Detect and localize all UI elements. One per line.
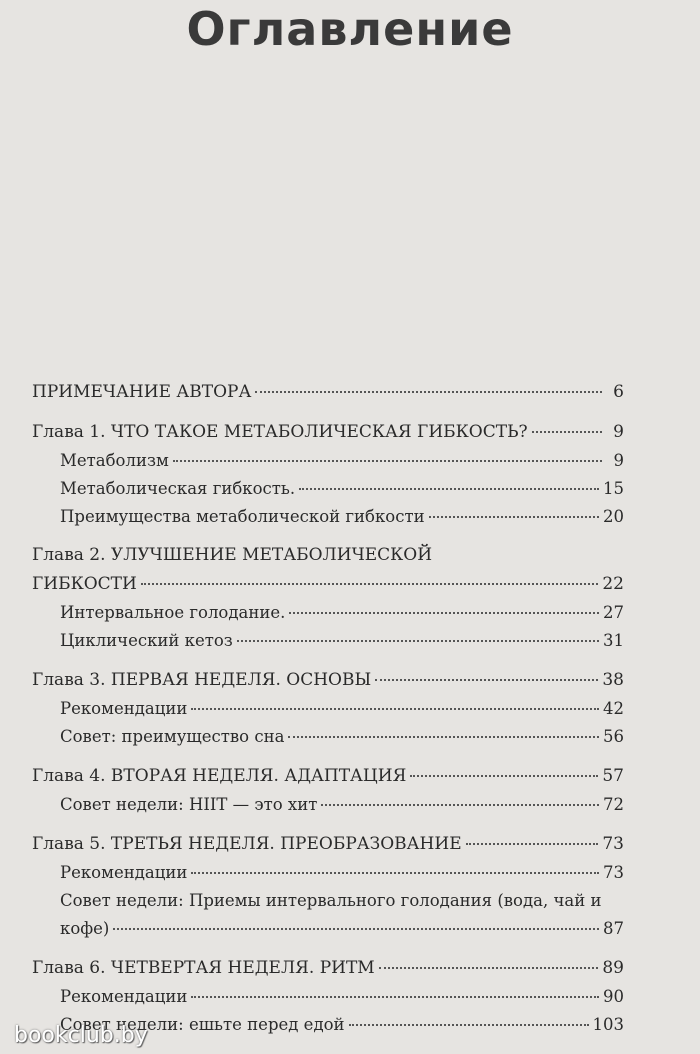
toc-entry-label: Глава 6. ЧЕТВЕРТАЯ НЕДЕЛЯ. РИТМ (32, 958, 375, 978)
toc-entry-page: 57 (602, 766, 624, 786)
toc-entry-page: 38 (602, 670, 624, 690)
toc-entry-page: 72 (603, 795, 624, 814)
toc-entry-page: 9 (613, 451, 624, 470)
toc-subentry (32, 723, 624, 751)
dot-leader (289, 611, 599, 614)
toc-subentry (32, 475, 624, 503)
toc-entry-page: 89 (602, 958, 624, 978)
toc-subentry (32, 447, 624, 475)
toc-subentry (32, 503, 624, 531)
dot-leader (255, 390, 602, 393)
dot-leader (141, 582, 599, 585)
toc-entry-page: 27 (603, 603, 624, 622)
toc-entry-label: ПРИМЕЧАНИЕ АВТОРА (32, 382, 252, 402)
toc-subentry-title-line: Совет недели: Приемы интервального голодания (вода, чай и (60, 891, 602, 910)
dot-leader (321, 803, 599, 806)
toc-subentry (32, 983, 624, 1011)
dot-leader (191, 871, 599, 874)
toc-entry-label: ГИБКОСТИ (32, 574, 137, 594)
toc-entry-label: Метаболизм (60, 451, 169, 470)
dot-leader (299, 487, 599, 490)
toc-chapter (32, 665, 624, 695)
toc-entry-label: Глава 4. ВТОРАЯ НЕДЕЛЯ. АДАПТАЦИЯ (32, 766, 407, 786)
toc-entry-page: 9 (613, 422, 624, 442)
toc-chapter-title-line: Глава 2. УЛУЧШЕНИЕ МЕТАБОЛИЧЕСКОЙ (32, 545, 433, 565)
dot-leader (191, 995, 599, 998)
toc-subentry (32, 627, 624, 655)
toc-subentry (32, 791, 624, 819)
toc-entry-label: Глава 3. ПЕРВАЯ НЕДЕЛЯ. ОСНОВЫ (32, 670, 372, 690)
toc-entry-label: кофе) (60, 919, 110, 938)
toc-chapter (32, 953, 624, 983)
dot-leader (532, 430, 602, 433)
toc-entry-label: Рекомендации (60, 699, 188, 718)
toc-entry-page: 6 (613, 382, 624, 402)
toc-subentry (32, 915, 624, 943)
toc-entry-label: Метаболическая гибкость. (60, 479, 296, 498)
toc-subentry (32, 599, 624, 627)
toc-subentry (32, 859, 624, 887)
page-title: Оглавление (186, 2, 514, 56)
watermark: bookclub.by (14, 1023, 148, 1048)
toc-entry-page: 20 (603, 507, 624, 526)
toc-entry-label: Интервальное голодание. (60, 603, 286, 622)
toc-chapter (32, 569, 624, 599)
toc-entry-page: 87 (603, 919, 624, 938)
toc-entry-label: Глава 5. ТРЕТЬЯ НЕДЕЛЯ. ПРЕОБРАЗОВАНИЕ (32, 834, 462, 854)
dot-leader (379, 966, 599, 969)
toc-entry-label: Циклический кетоз (60, 631, 233, 650)
toc-entry-page: 15 (603, 479, 624, 498)
dot-leader (375, 678, 598, 681)
toc-entry-label: Рекомендации (60, 987, 188, 1006)
toc-entry-page: 73 (602, 834, 624, 854)
toc-entry-page: 31 (603, 631, 624, 650)
dot-leader (349, 1023, 589, 1026)
dot-leader (410, 774, 598, 777)
dot-leader (288, 735, 599, 738)
dot-leader (113, 927, 599, 930)
toc-entry-label: Рекомендации (60, 863, 188, 882)
toc-entry-page: 90 (603, 987, 624, 1006)
toc-chapter (32, 761, 624, 791)
toc-entry-label: Совет: преимущество сна (60, 727, 285, 746)
table-of-contents (32, 377, 624, 1039)
toc-entry-label: Преимущества метаболической гибкости (60, 507, 425, 526)
toc-entry-page: 56 (603, 727, 624, 746)
dot-leader (237, 639, 599, 642)
dot-leader (429, 515, 599, 518)
toc-entry-label: Глава 1. ЧТО ТАКОЕ МЕТАБОЛИЧЕСКАЯ ГИБКОСТЬ? (32, 422, 528, 442)
toc-entry (32, 377, 624, 407)
toc-entry-page: 22 (602, 574, 624, 594)
dot-leader (173, 459, 602, 462)
dot-leader (191, 707, 599, 710)
toc-chapter (32, 417, 624, 447)
toc-entry-label: Совет недели: HIIT — это хит (60, 795, 318, 814)
toc-entry-page: 103 (592, 1015, 624, 1034)
toc-entry-label: Совет недели: ешьте перед едой (60, 1015, 345, 1034)
toc-entry-page: 73 (603, 863, 624, 882)
toc-entry-page: 42 (603, 699, 624, 718)
toc-chapter (32, 829, 624, 859)
toc-subentry (32, 695, 624, 723)
dot-leader (466, 842, 599, 845)
